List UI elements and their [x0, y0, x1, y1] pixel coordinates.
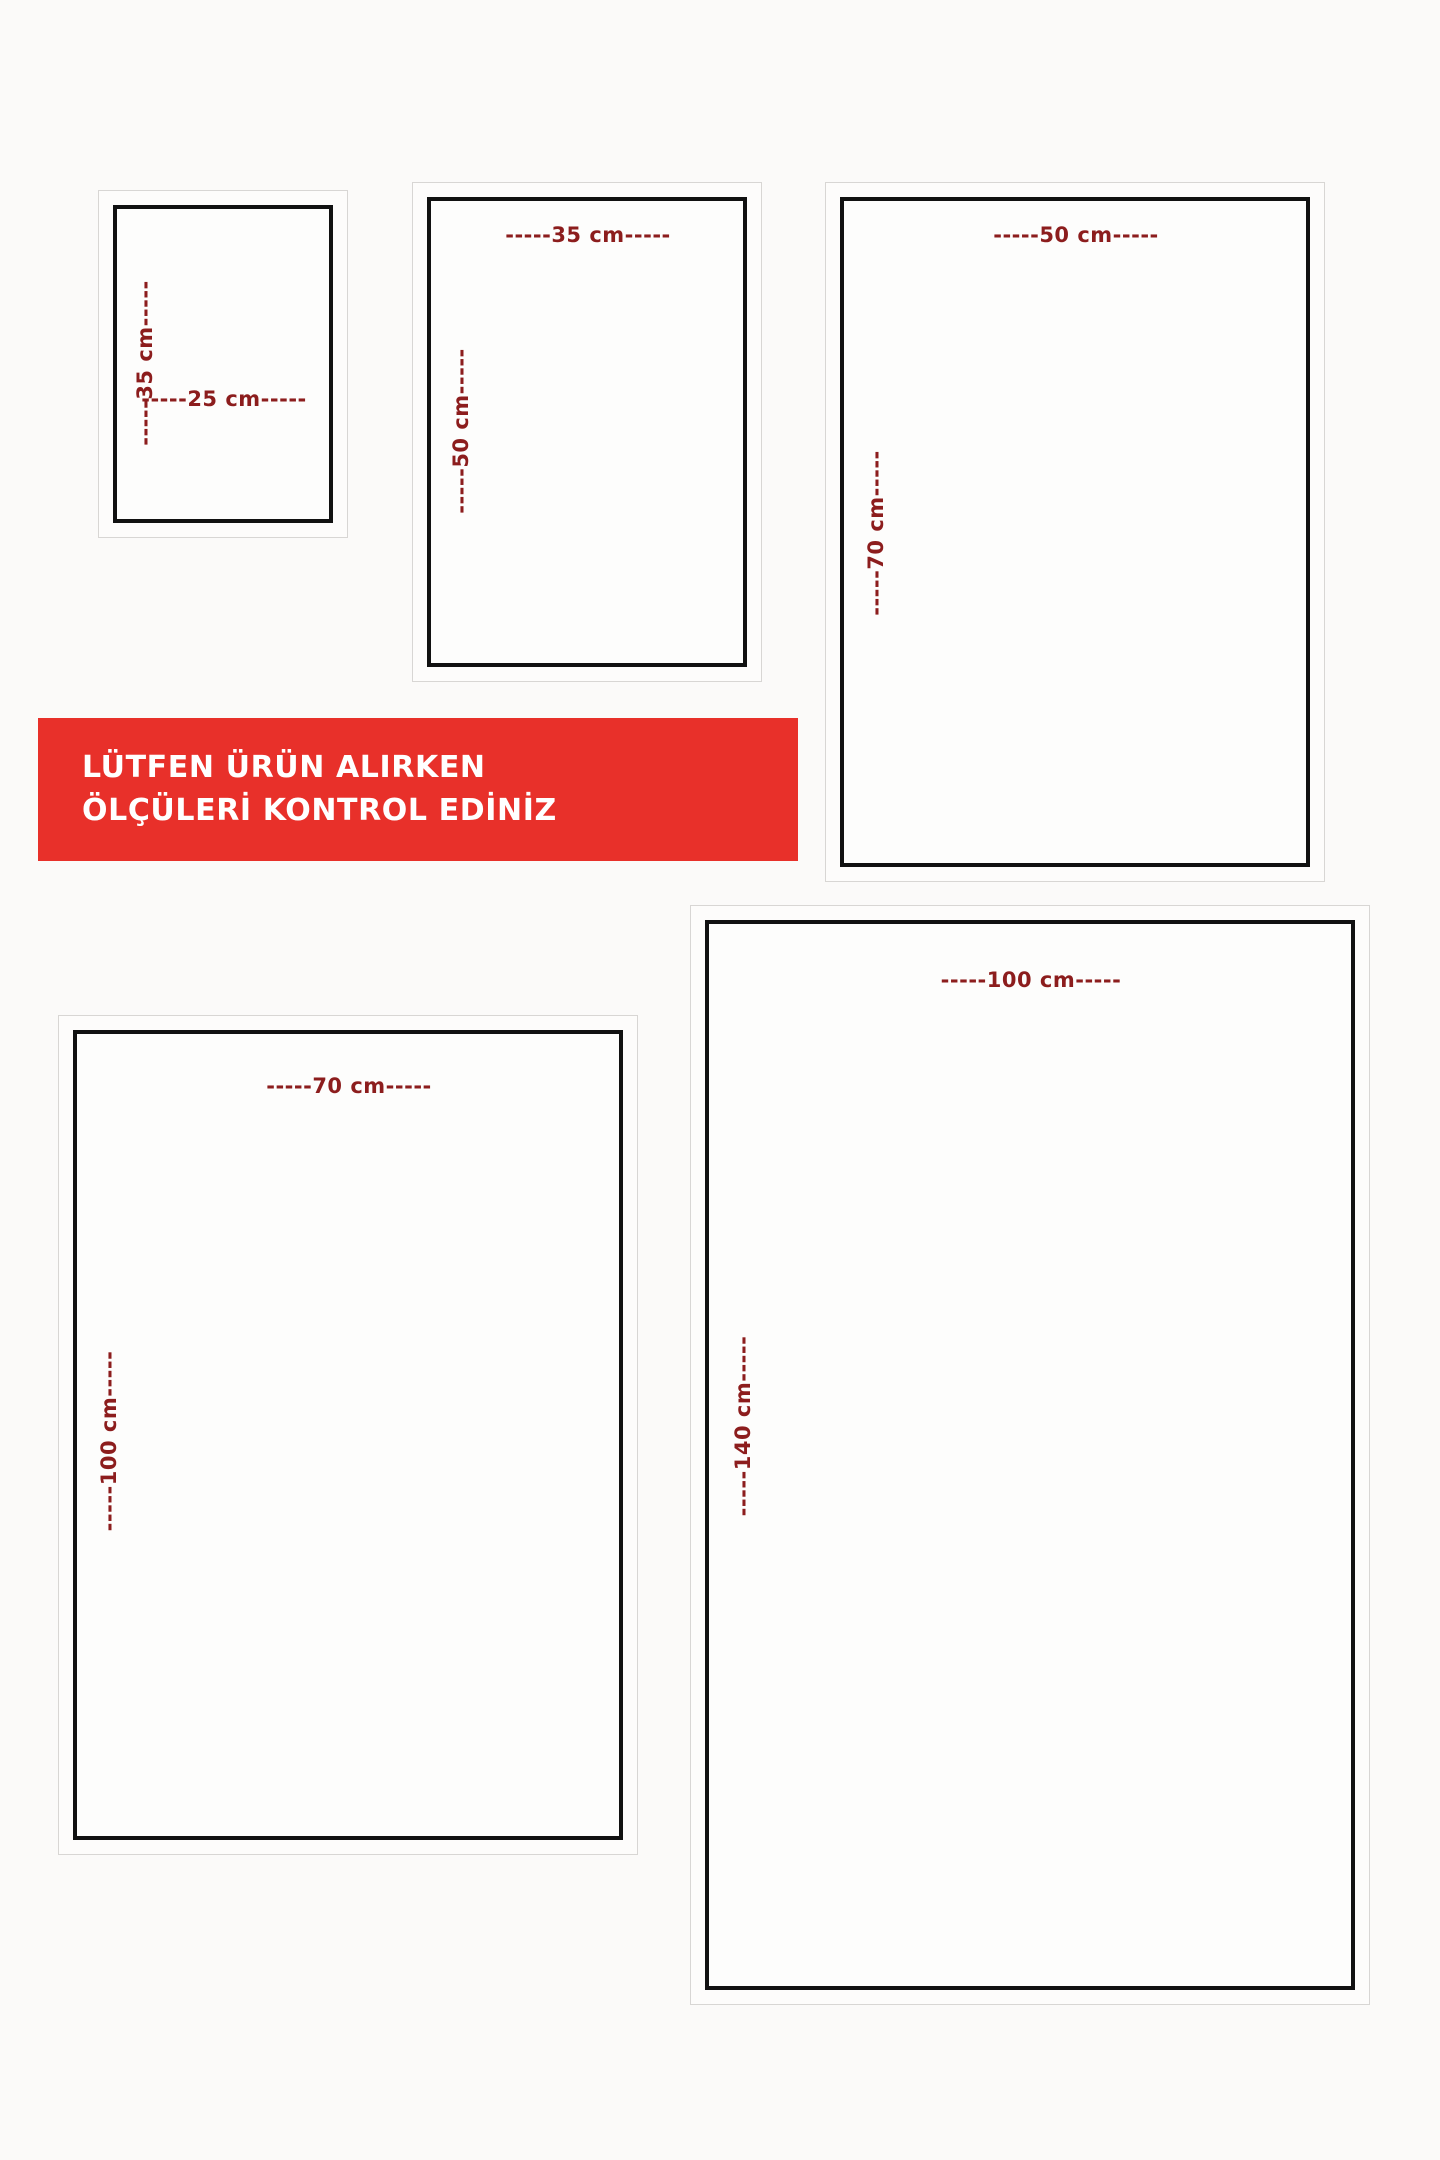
width-label-35x50: -----35 cm----- [505, 223, 671, 247]
frame-100x140 [690, 905, 1370, 2005]
frame-inner-70x100 [73, 1030, 623, 1840]
frame-inner-100x140 [705, 920, 1355, 1990]
frame-50x70 [825, 182, 1325, 882]
width-label-70x100: -----70 cm----- [266, 1074, 432, 1098]
warning-line-1: LÜTFEN ÜRÜN ALIRKEN [82, 749, 486, 785]
warning-line-2: ÖLÇÜLERİ KONTROL EDİNİZ [82, 792, 557, 828]
frame-35x50 [412, 182, 762, 682]
height-label-100x140: -----140 cm----- [731, 1335, 755, 1517]
height-label-70x100: -----100 cm----- [97, 1350, 121, 1532]
width-label-100x140: -----100 cm----- [940, 968, 1122, 992]
width-label-50x70: -----50 cm----- [993, 223, 1159, 247]
frame-25x35 [98, 190, 348, 538]
frame-inner-50x70 [840, 197, 1310, 867]
height-label-35x50: -----50 cm----- [449, 348, 473, 514]
width-label-25x35: -----25 cm----- [141, 387, 307, 411]
warning-banner [38, 718, 798, 861]
height-label-25x35: -----35 cm----- [133, 280, 157, 446]
frame-inner-35x50 [427, 197, 747, 667]
height-label-50x70: -----70 cm----- [864, 450, 888, 616]
frame-70x100 [58, 1015, 638, 1855]
